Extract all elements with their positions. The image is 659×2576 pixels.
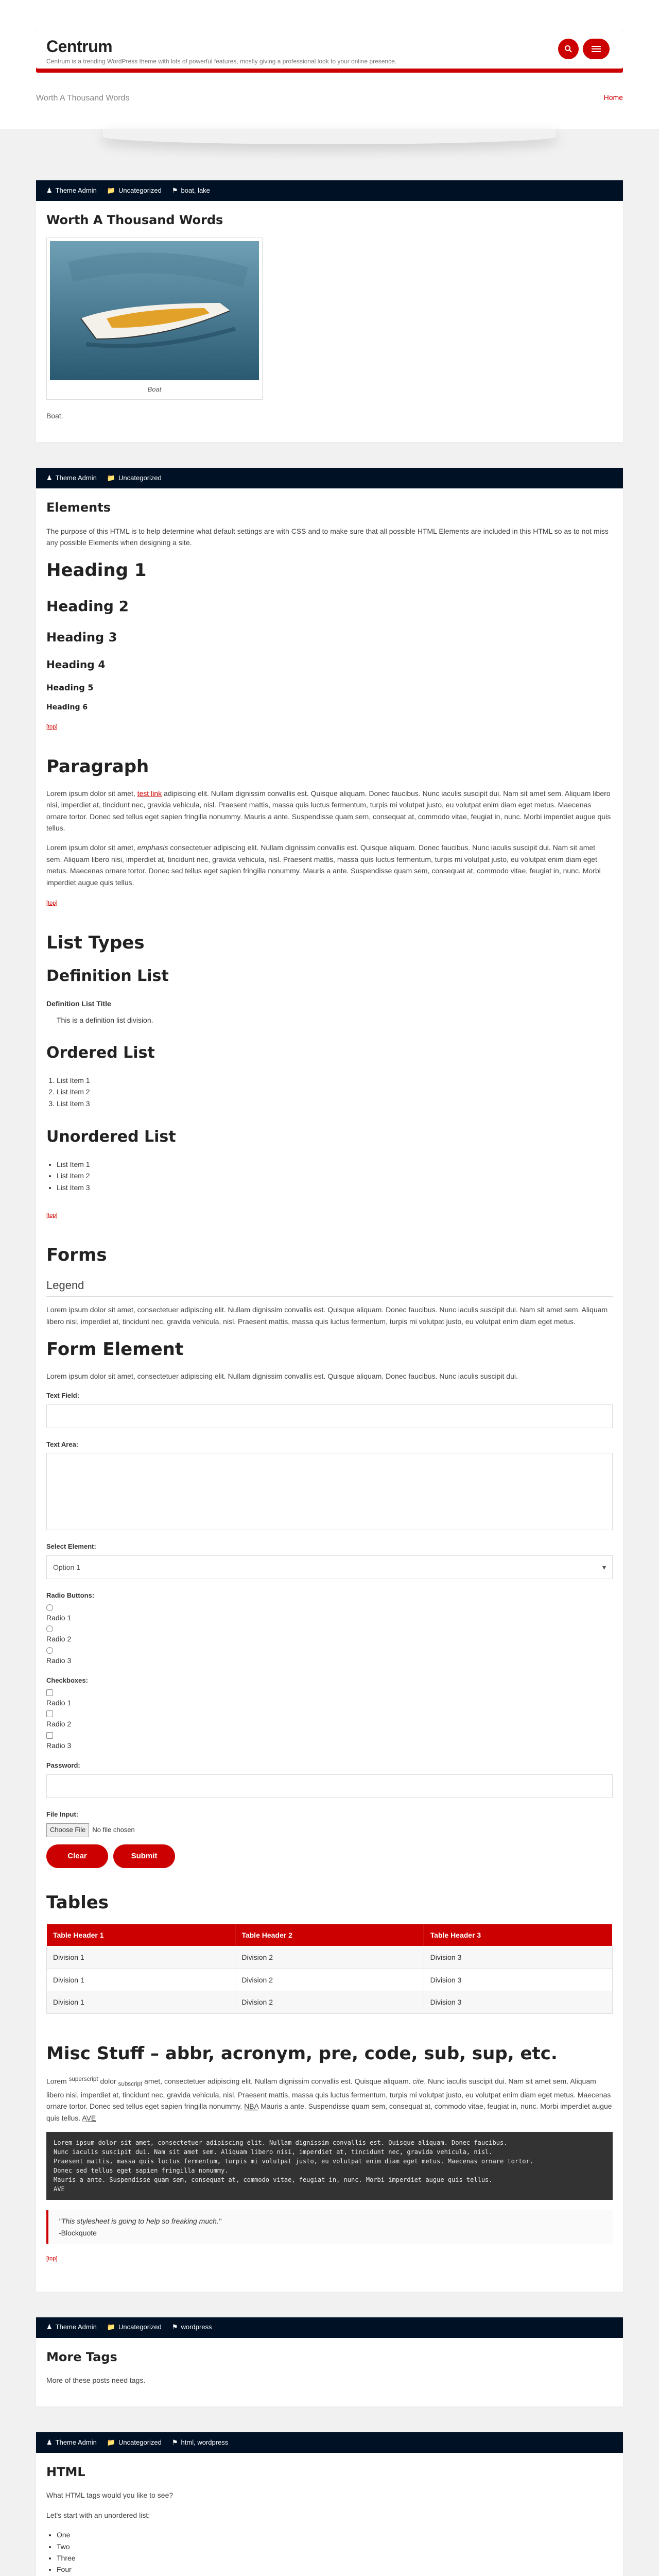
user-icon: ♟	[46, 2438, 53, 2446]
meta-tags[interactable]	[172, 2437, 228, 2448]
file-status: No file chosen	[92, 1825, 135, 1834]
meta-tags[interactable]	[172, 2322, 212, 2333]
select-value: Option 1	[53, 1563, 80, 1572]
list-item: • One	[57, 2529, 613, 2540]
post-title[interactable]: Elements	[46, 500, 111, 515]
site-title[interactable]: Centrum	[46, 37, 113, 56]
list-item: • Four	[57, 2564, 613, 2575]
checkbox-option[interactable]: Radio 3	[46, 1732, 613, 1751]
paragraph-1: Lorem ipsum dolor sit amet, test link adipiscing elit. Nullam dignissim convallis est. Quisque aliquam. Donec faucibus. Nunc iaculis suscipit dui. Nam sit amet sem. Aliquam libero nisi, imperdiet at, tincidunt nec, gravida vehicula, nisl. Praesent mattis, massa quis luctus fermentum, turpis mi volutpat justo, eu volutpat enim diam eget metus. Maecenas ornare tortor. Donec sed tellus eget sapien fringilla nonummy. Mauris a ante. Suspendisse quam sem, consequat at, commodo vitae, feugiat in, nunc. Morbi imperdiet augue quis tellus.	[46, 789, 611, 833]
table-cell: Division 1	[47, 1946, 235, 1969]
user-icon: ♟	[46, 186, 53, 194]
meta-category[interactable]	[107, 185, 162, 196]
forms-heading: Forms	[46, 1244, 107, 1265]
user-icon: ♟	[46, 473, 53, 482]
checkbox-label: Checkboxes:	[46, 1676, 88, 1685]
radio-option[interactable]: Radio 3	[46, 1647, 613, 1666]
list-item: • Three	[57, 2552, 613, 2564]
image-caption: Boat	[147, 385, 162, 394]
question-text: What HTML tags would you like to see?	[46, 2491, 174, 2500]
top-link[interactable]: [top]	[46, 2256, 58, 2262]
text-area[interactable]	[46, 1453, 613, 1530]
author-name: Theme Admin	[55, 2323, 97, 2331]
checkbox-option[interactable]: Radio 1	[46, 1689, 613, 1708]
search-button[interactable]	[558, 39, 579, 59]
form-element-text: Lorem ipsum dolor sit amet, consectetuer adipiscing elit. Nullam dignissim convallis est. Quisque aliquam. Donec faucibus. Nunc iaculis suscipit dui.	[46, 1372, 518, 1381]
site-header	[0, 0, 659, 77]
meta-author[interactable]	[46, 185, 97, 196]
meta-category[interactable]	[107, 2322, 162, 2333]
definition-list-heading: Definition List	[46, 967, 169, 985]
acronym: AVE	[82, 2113, 96, 2122]
file-input-label: File Input:	[46, 1810, 79, 1818]
preformatted-block: Lorem ipsum dolor sit amet, consectetuer adipiscing elit. Nullam dignissim convallis est. Quisque aliquam. Donec faucibus. Nunc iaculis suscipit dui. Nam sit amet sem. Aliquam libero nisi, imperdiet at, tincidunt nec, gravida vehicula, nisl. Praesent mattis, massa quis luctus fermentum, turpis mi volutpat justo, eu volutpat enim diam eget metus. Maecenas ornare tortor. Donec sed tellus eget sapien fringilla nonummy. Mauris a ante. Suspendisse quam sem, consequat at, commodo vitae, feugiat in, nunc. Morbi imperdiet augue quis tellus. AVE	[46, 2132, 613, 2200]
superscript: superscript	[68, 2075, 98, 2082]
radio-circle[interactable]	[46, 1647, 53, 1654]
meta-category[interactable]	[107, 473, 162, 484]
meta-tags[interactable]	[172, 185, 210, 196]
legend-text: Lorem ipsum dolor sit amet, consectetuer adipiscing elit. Nullam dignissim convallis est. Quisque aliquam. Donec faucibus. Nunc iaculis suscipit dui. Nam sit amet sem. Aliquam libero nisi, imperdiet at, tincidunt nec, gravida vehicula, nisl. Praesent mattis, massa quis luctus fermentum, turpis mi volutpat justo, eu volutpat enim diam eget metus.	[46, 1306, 608, 1326]
list-item: • List Item 3	[57, 1182, 613, 1193]
table-cell: Division 1	[47, 1969, 235, 1991]
user-icon: ♟	[46, 2323, 53, 2331]
list-item: 1. List Item 1	[57, 1075, 613, 1086]
chevron-down-icon: ▾	[602, 1563, 606, 1572]
post-elements	[36, 468, 623, 2291]
table-header: Table Header 3	[424, 1924, 612, 1946]
author-name: Theme Admin	[55, 186, 97, 194]
abbr: NBA	[244, 2102, 259, 2111]
table-cell: Division 1	[47, 1991, 235, 2013]
site-description: Centrum is a trending WordPress theme with lots of powerful features, mostly giving a professional look to your online presence.	[46, 58, 397, 65]
text-area-label: Text Area:	[46, 1440, 79, 1448]
list-item: 2. List Item 2	[57, 1086, 613, 1097]
checkbox-box[interactable]	[46, 1689, 53, 1696]
password-field[interactable]	[46, 1774, 613, 1798]
meta-author[interactable]	[46, 2322, 97, 2333]
list-item: 3. List Item 3	[57, 1098, 613, 1109]
list-item: • Two	[57, 2541, 613, 2552]
blockquote	[46, 2210, 613, 2244]
form-element-heading: Form Element	[46, 1339, 184, 1360]
definition-description: This is a definition list division.	[57, 1016, 153, 1025]
meta-author[interactable]	[46, 2437, 97, 2448]
tag-names: boat, lake	[181, 186, 210, 194]
file-input	[46, 1823, 613, 1837]
list-types-heading: List Types	[46, 932, 145, 953]
subscript: subscript	[118, 2080, 143, 2088]
paragraph-2: Lorem ipsum dolor sit amet, emphasis consectetuer adipiscing elit. Nullam dignissim convallis est. Quisque aliquam. Donec faucibus. Nunc iaculis suscipit dui. Nam sit amet sem. Aliquam libero nisi, imperdiet at, tincidunt nec, gravida vehicula, nisl. Praesent mattis, massa quis luctus fermentum, turpis mi volutpat justo, eu volutpat enim diam eget metus. Maecenas ornare tortor. Donec sed tellus eget sapien fringilla nonummy. Mauris a ante. Suspendisse quam sem, consequat at, commodo vitae, feugiat in, nunc. Morbi imperdiet augue quis tellus.	[46, 843, 601, 887]
author-name: Theme Admin	[55, 2438, 97, 2446]
heading-5: Heading 5	[46, 682, 94, 692]
password-label: Password:	[46, 1761, 80, 1770]
intro-text: The purpose of this HTML is to help determine what default settings are with CSS and to make sure that all possible HTML Elements are included in this HTML so as to not miss any possible Elements when designing a site.	[46, 527, 609, 547]
heading-6: Heading 6	[46, 703, 88, 711]
paragraph-heading: Paragraph	[46, 756, 149, 777]
table-cell: Division 2	[235, 1991, 424, 2013]
search-icon	[564, 45, 573, 53]
select-element[interactable]	[46, 1555, 613, 1579]
choose-file-button[interactable]: Choose File	[46, 1823, 89, 1837]
misc-paragraph: Lorem $^{superscript}$ dolor $_{subscript}$ amet, consectetuer adipiscing elit. Nullam dignissim convallis est. Quisque aliquam. cite. Nunc iaculis suscipit dui. Nam sit amet sem. Aliquam libero nisi, imperdiet at, tincidunt nec, gravida vehicula, nisl. Praesent mattis, massa quis luctus fermentum, turpis mi volutpat justo, eu volutpat enim diam eget metus. Maecenas ornare tortor. Donec sed tellus eget sapien fringilla nonummy. NBA Mauris a ante. Suspendisse quam sem, consequat at, commodo vitae, feugiat in, nunc. Morbi imperdiet augue quis tellus. AVE	[46, 2075, 612, 2122]
table-row	[47, 1991, 613, 2013]
main-content	[36, 180, 623, 2576]
radio-label: Radio Buttons:	[46, 1591, 95, 1600]
top-link[interactable]: [top]	[46, 1212, 58, 1219]
cite-text: cite	[412, 2077, 424, 2086]
page-title-bar	[0, 77, 659, 129]
top-link[interactable]: [top]	[46, 723, 58, 730]
ordered-list-heading: Ordered List	[46, 1043, 155, 1062]
top-link[interactable]: [top]	[46, 900, 58, 907]
checkbox-box[interactable]	[46, 1732, 53, 1739]
table-row	[47, 1969, 613, 1991]
tag-icon: ⚑	[171, 2438, 178, 2446]
table-header: Table Header 2	[235, 1924, 424, 1946]
tables-heading: Tables	[46, 1892, 109, 1913]
boat-image[interactable]	[50, 241, 259, 380]
post-meta	[36, 180, 623, 201]
unordered-list	[57, 1159, 613, 1193]
emphasis-text: emphasis	[137, 843, 168, 852]
select-label: Select Element:	[46, 1543, 96, 1551]
brand-box	[36, 29, 623, 69]
ordered-list	[57, 1075, 613, 1109]
image-figure	[46, 238, 263, 400]
quote-text: "This stylesheet is going to help so freaking much."	[59, 2217, 221, 2226]
radio-circle[interactable]	[46, 1604, 53, 1611]
radio-option[interactable]: Radio 1	[46, 1604, 613, 1623]
boat-illustration	[50, 241, 259, 380]
post-title[interactable]: HTML	[46, 2465, 85, 2480]
definition-term: Definition List Title	[46, 999, 111, 1008]
folder-icon: 📁	[107, 186, 116, 194]
heading-3: Heading 3	[46, 630, 117, 645]
tag-names: wordpress	[181, 2323, 212, 2331]
post-excerpt: Boat.	[46, 411, 63, 420]
heading-4: Heading 4	[46, 658, 106, 671]
definition-list	[46, 998, 613, 1026]
radio-circle[interactable]	[46, 1625, 53, 1632]
list-item: • List Item 2	[57, 1170, 613, 1181]
post-text: More of these posts need tags.	[46, 2376, 146, 2384]
list-item: • List Item 1	[57, 1159, 613, 1170]
post-meta	[36, 468, 623, 488]
post-worth-a-thousand-words	[36, 180, 623, 442]
brand-bar	[36, 29, 623, 73]
data-table	[46, 1924, 613, 2014]
meta-author[interactable]	[46, 473, 97, 484]
tag-icon: ⚑	[171, 2323, 178, 2331]
text-field[interactable]	[46, 1404, 613, 1428]
breadcrumb-home-link[interactable]: Home	[603, 93, 623, 101]
test-link[interactable]: test link	[137, 789, 162, 798]
post-meta	[36, 2432, 623, 2453]
category-name: Uncategorized	[118, 473, 162, 482]
table-row	[47, 1946, 613, 1969]
form-buttons	[46, 1844, 613, 1868]
post-meta	[36, 2317, 623, 2338]
post-html	[36, 2432, 623, 2576]
author-name: Theme Admin	[55, 473, 97, 482]
table-cell: Division 3	[424, 1991, 612, 2013]
tag-icon: ⚑	[171, 186, 178, 194]
table-cell: Division 2	[235, 1946, 424, 1969]
heading-2: Heading 2	[46, 597, 129, 615]
table-cell: Division 2	[235, 1969, 424, 1991]
page-title: Worth A Thousand Words	[36, 94, 130, 103]
unordered-list-heading: Unordered List	[46, 1127, 176, 1146]
table-header: Table Header 1	[47, 1924, 235, 1946]
intro-unordered: Let's start with an unordered list:	[46, 2511, 150, 2519]
menu-icon	[592, 45, 601, 53]
folder-icon: 📁	[107, 2438, 116, 2446]
post-title[interactable]: Worth A Thousand Words	[46, 213, 223, 227]
folder-icon: 📁	[107, 473, 116, 482]
heading-1: Heading 1	[46, 560, 147, 581]
radio-option[interactable]: Radio 2	[46, 1625, 613, 1645]
text-field-label: Text Field:	[46, 1391, 80, 1399]
post-title[interactable]: More Tags	[46, 2349, 117, 2364]
misc-heading: Misc Stuff – abbr, acronym, pre, code, sub, sup, etc.	[46, 2043, 558, 2064]
table-cell: Division 3	[424, 1946, 612, 1969]
category-name: Uncategorized	[118, 2323, 162, 2331]
category-name: Uncategorized	[118, 186, 162, 194]
tag-names: html, wordpress	[181, 2438, 229, 2446]
unordered-list	[57, 2529, 613, 2575]
clear-button[interactable]: Clear	[46, 1844, 108, 1868]
checkbox-box[interactable]	[46, 1710, 53, 1717]
submit-button[interactable]: Submit	[113, 1844, 175, 1868]
shadow-divider	[0, 129, 659, 180]
folder-icon: 📁	[107, 2323, 116, 2331]
table-cell: Division 3	[424, 1969, 612, 1991]
menu-button[interactable]	[583, 39, 610, 59]
form-legend: Legend	[46, 1276, 613, 1297]
meta-category[interactable]	[107, 2437, 162, 2448]
quote-cite: -Blockquote	[59, 2228, 97, 2237]
category-name: Uncategorized	[118, 2438, 162, 2446]
post-more-tags	[36, 2317, 623, 2407]
checkbox-option[interactable]: Radio 2	[46, 1710, 613, 1730]
